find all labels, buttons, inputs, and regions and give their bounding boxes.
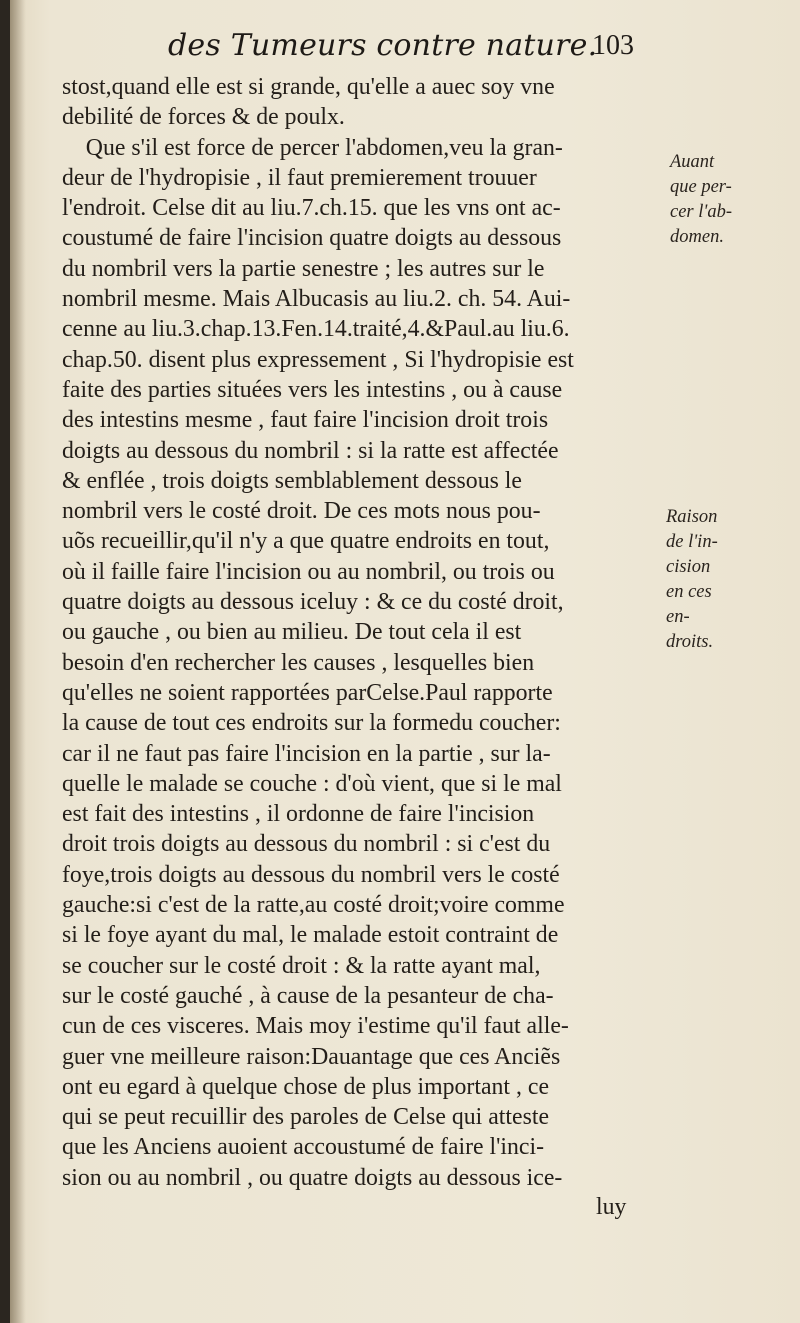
text-line: Que s'il est force de percer l'abdomen,veu la gran- bbox=[62, 134, 563, 161]
margin-note-line: domen. bbox=[670, 227, 724, 247]
text-line: quatre doigts au dessous iceluy : & ce du costé droit, bbox=[62, 589, 564, 616]
text-line: gauche:si c'est de la ratte,au costé droit;voire comme bbox=[62, 892, 565, 919]
book-page bbox=[10, 0, 800, 1323]
margin-note-reason-incision bbox=[666, 505, 786, 655]
margin-note-line: Raison bbox=[666, 507, 718, 527]
margin-note-line: cision bbox=[666, 557, 711, 577]
page-header bbox=[10, 28, 800, 72]
text-line: que les Anciens auoient accoustumé de faire l'inci- bbox=[62, 1134, 545, 1161]
text-line: quelle le malade se couche : d'où vient, que si le mal bbox=[62, 770, 562, 797]
text-line: ont eu egard à quelque chose de plus important , ce bbox=[62, 1073, 550, 1100]
text-line: l'endroit. Celse dit au liu.7.ch.15. que les vns ont ac- bbox=[62, 195, 561, 222]
main-text bbox=[62, 72, 652, 1193]
text-line: la cause de tout ces endroits sur la formedu coucher: bbox=[62, 710, 561, 737]
text-line: debilité de forces & de poulx. bbox=[62, 104, 345, 131]
text-line: du nombril vers la partie senestre ; les autres sur le bbox=[62, 255, 545, 282]
text-line: nombril mesme. Mais Albucasis au liu.2. ch. 54. Aui- bbox=[62, 286, 571, 313]
margin-note-line: de l'in- bbox=[666, 532, 718, 552]
margin-note-line: en- bbox=[666, 607, 690, 627]
text-line: des intestins mesme , faut faire l'incision droit trois bbox=[62, 407, 549, 434]
margin-note-line: que per- bbox=[670, 177, 732, 197]
text-line: coustumé de faire l'incision quatre doigts au dessous bbox=[62, 225, 562, 252]
text-line: se coucher sur le costé droit : & la ratte ayant mal, bbox=[62, 952, 541, 979]
margin-note-line: cer l'ab- bbox=[670, 202, 733, 222]
text-line: droit trois doigts au dessous du nombril : si c'est du bbox=[62, 831, 551, 858]
text-line: où il faille faire l'incision ou au nombril, ou trois ou bbox=[62, 558, 555, 585]
text-line: besoin d'en rechercher les causes , lesquelles bien bbox=[62, 649, 535, 676]
text-line: qu'elles ne soient rapportées parCelse.Paul rapporte bbox=[62, 679, 553, 706]
text-line: stost,quand elle est si grande, qu'elle a auec soy vne bbox=[62, 74, 555, 100]
running-head: des Tumeurs contre nature. bbox=[168, 28, 598, 63]
text-line: faite des parties situées vers les intestins , ou à cause bbox=[62, 376, 563, 403]
text-line: doigts au dessous du nombril : si la ratte est affectée bbox=[62, 437, 559, 464]
catchword: luy bbox=[596, 1194, 627, 1220]
text-line: cenne au liu.3.chap.13.Fen.14.traité,4.&Paul.au liu.6. bbox=[62, 316, 570, 343]
text-line: cun de ces visceres. Mais moy i'estime qu'il faut alle- bbox=[62, 1013, 569, 1040]
text-line: deur de l'hydropisie , il faut premierement trouuer bbox=[62, 164, 537, 191]
margin-note-line: en ces bbox=[666, 582, 712, 602]
text-line: guer vne meilleure raison:Dauantage que ces Anciẽs bbox=[62, 1043, 561, 1070]
margin-note-before-piercing bbox=[670, 150, 790, 250]
text-line: car il ne faut pas faire l'incision en la partie , sur la- bbox=[62, 740, 551, 767]
margin-note-line: Auant bbox=[670, 152, 715, 172]
text-line: est fait des intestins , il ordonne de faire l'incision bbox=[62, 801, 535, 828]
text-line: chap.50. disent plus expressement , Si l'hydropisie est bbox=[62, 346, 574, 373]
text-line: sur le costé gauché , à cause de la pesanteur de cha- bbox=[62, 982, 554, 1009]
text-line: ou gauche , ou bien au milieu. De tout cela il est bbox=[62, 619, 522, 646]
text-line: si le foye ayant du mal, le malade estoit contraint de bbox=[62, 922, 559, 949]
text-line: nombril vers le costé droit. De ces mots nous pou- bbox=[62, 498, 541, 525]
binding-shadow bbox=[10, 0, 26, 1323]
text-line: qui se peut recuillir des paroles de Celse qui atteste bbox=[62, 1104, 550, 1131]
text-line: sion ou au nombril , ou quatre doigts au dessous ice- bbox=[62, 1164, 563, 1191]
text-line: uõs recueillir,qu'il n'y a que quatre endroits en tout, bbox=[62, 528, 550, 555]
text-line: & enflée , trois doigts semblablement dessous le bbox=[62, 467, 522, 494]
text-line: foye,trois doigts au dessous du nombril vers le costé bbox=[62, 861, 560, 888]
margin-note-line: droits. bbox=[666, 632, 714, 652]
page-number: 103 bbox=[592, 30, 634, 61]
